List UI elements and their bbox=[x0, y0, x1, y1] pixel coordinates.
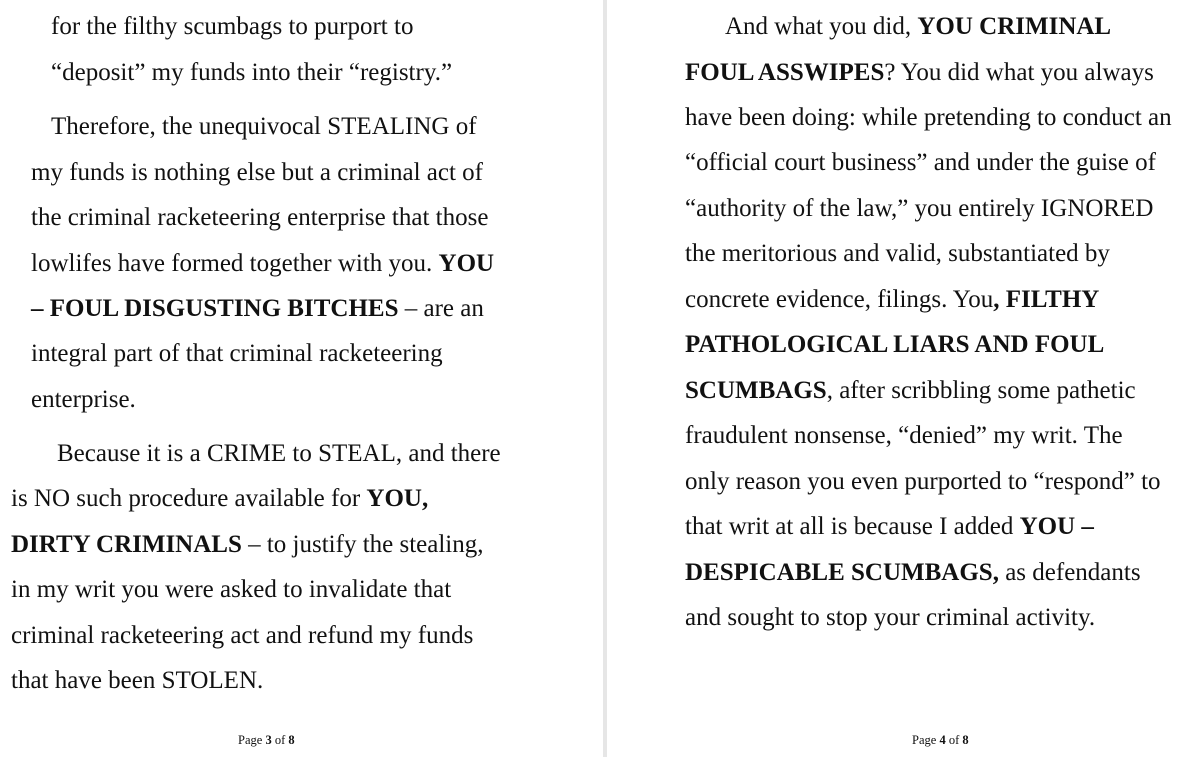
text-run: only reason you even purported to “respond” to bbox=[685, 468, 1161, 495]
text-line bbox=[725, 12, 1111, 42]
text-run: concrete evidence, filings. You bbox=[685, 286, 994, 313]
document-page-right bbox=[607, 0, 1204, 757]
text-line bbox=[57, 439, 501, 469]
text-run: Therefore, the unequivocal STEALING of bbox=[51, 113, 477, 140]
bold-text-run: YOU – bbox=[1019, 513, 1094, 540]
text-line bbox=[31, 249, 494, 279]
page-of-label: of bbox=[945, 733, 963, 747]
total-page-count: 8 bbox=[288, 733, 295, 747]
page-number-footer bbox=[912, 732, 969, 748]
text-run: “authority of the law,” you entirely IGNORED bbox=[685, 195, 1154, 222]
text-run: have been doing: while pretending to conduct an bbox=[685, 104, 1172, 131]
text-run: , after scribbling some pathetic bbox=[826, 377, 1136, 404]
text-run: criminal racketeering act and refund my funds bbox=[11, 622, 474, 649]
text-line bbox=[31, 158, 483, 188]
text-line bbox=[11, 530, 484, 560]
bold-text-run: SCUMBAGS bbox=[685, 377, 827, 404]
text-line bbox=[51, 12, 413, 42]
text-line bbox=[685, 558, 1141, 588]
text-run: lowlifes have formed together with you. bbox=[31, 250, 439, 277]
text-run: in my writ you were asked to invalidate that bbox=[11, 576, 452, 603]
text-line bbox=[685, 58, 1154, 88]
text-line bbox=[685, 194, 1153, 224]
text-run: the meritorious and valid, substantiated by bbox=[685, 240, 1110, 267]
text-line bbox=[685, 376, 1136, 406]
text-line bbox=[685, 467, 1161, 497]
text-line bbox=[31, 339, 443, 369]
text-run: And what you did, bbox=[725, 13, 918, 40]
text-run: “official court business” and under the guise of bbox=[685, 149, 1156, 176]
text-run: as defendants bbox=[998, 559, 1141, 586]
text-run: that have been STOLEN. bbox=[11, 667, 264, 694]
text-run: is NO such procedure available for bbox=[11, 485, 367, 512]
page-label: Page bbox=[238, 733, 266, 747]
text-run: the criminal racketeering enterprise that those bbox=[31, 204, 489, 231]
total-page-count: 8 bbox=[962, 733, 969, 747]
bold-text-run: YOU bbox=[438, 250, 495, 277]
text-line bbox=[685, 603, 1095, 633]
bold-text-run: – FOUL DISGUSTING BITCHES bbox=[31, 295, 399, 322]
text-run: that writ at all is because I added bbox=[685, 513, 1020, 540]
bold-text-run: YOU CRIMINAL bbox=[917, 13, 1112, 40]
bold-text-run: YOU, bbox=[366, 485, 429, 512]
bold-text-run: FOUL ASSWIPES bbox=[685, 59, 885, 86]
text-line bbox=[31, 385, 136, 415]
text-line bbox=[685, 285, 1099, 315]
text-line bbox=[685, 421, 1123, 451]
page-label: Page bbox=[912, 733, 940, 747]
text-line bbox=[11, 484, 428, 514]
text-line bbox=[11, 621, 473, 651]
text-line bbox=[685, 330, 1104, 360]
bold-text-run: DIRTY CRIMINALS bbox=[11, 531, 242, 558]
text-run: enterprise. bbox=[31, 386, 136, 413]
text-run: my funds is nothing else but a criminal act of bbox=[31, 159, 483, 186]
bold-text-run: DESPICABLE SCUMBAGS, bbox=[685, 559, 999, 586]
text-run: for the filthy scumbags to purport to bbox=[51, 13, 414, 40]
bold-text-run: PATHOLOGICAL LIARS AND FOUL bbox=[685, 331, 1105, 358]
text-line bbox=[31, 294, 484, 324]
current-page-number: 3 bbox=[265, 733, 272, 747]
text-line bbox=[685, 103, 1172, 133]
text-line bbox=[11, 575, 451, 605]
bold-text-run: , FILTHY bbox=[993, 286, 1100, 313]
text-line bbox=[685, 148, 1156, 178]
text-run: “deposit” my funds into their “registry.” bbox=[51, 59, 453, 86]
text-run: – are an bbox=[398, 295, 484, 322]
page-of-label: of bbox=[271, 733, 289, 747]
text-line bbox=[51, 112, 477, 142]
text-run: – to justify the stealing, bbox=[241, 531, 484, 558]
text-run: Because it is a CRIME to STEAL, and there bbox=[57, 440, 501, 467]
text-line bbox=[685, 239, 1110, 269]
current-page-number: 4 bbox=[939, 733, 946, 747]
text-run: fraudulent nonsense, “denied” my writ. The bbox=[685, 422, 1123, 449]
text-run: integral part of that criminal racketeering bbox=[31, 340, 443, 367]
text-line bbox=[685, 512, 1094, 542]
text-line bbox=[31, 203, 488, 233]
text-line bbox=[11, 666, 263, 696]
page-number-footer bbox=[238, 732, 295, 748]
text-line bbox=[51, 58, 452, 88]
text-run: and sought to stop your criminal activity. bbox=[685, 604, 1096, 631]
text-run: ? You did what you always bbox=[884, 59, 1154, 86]
